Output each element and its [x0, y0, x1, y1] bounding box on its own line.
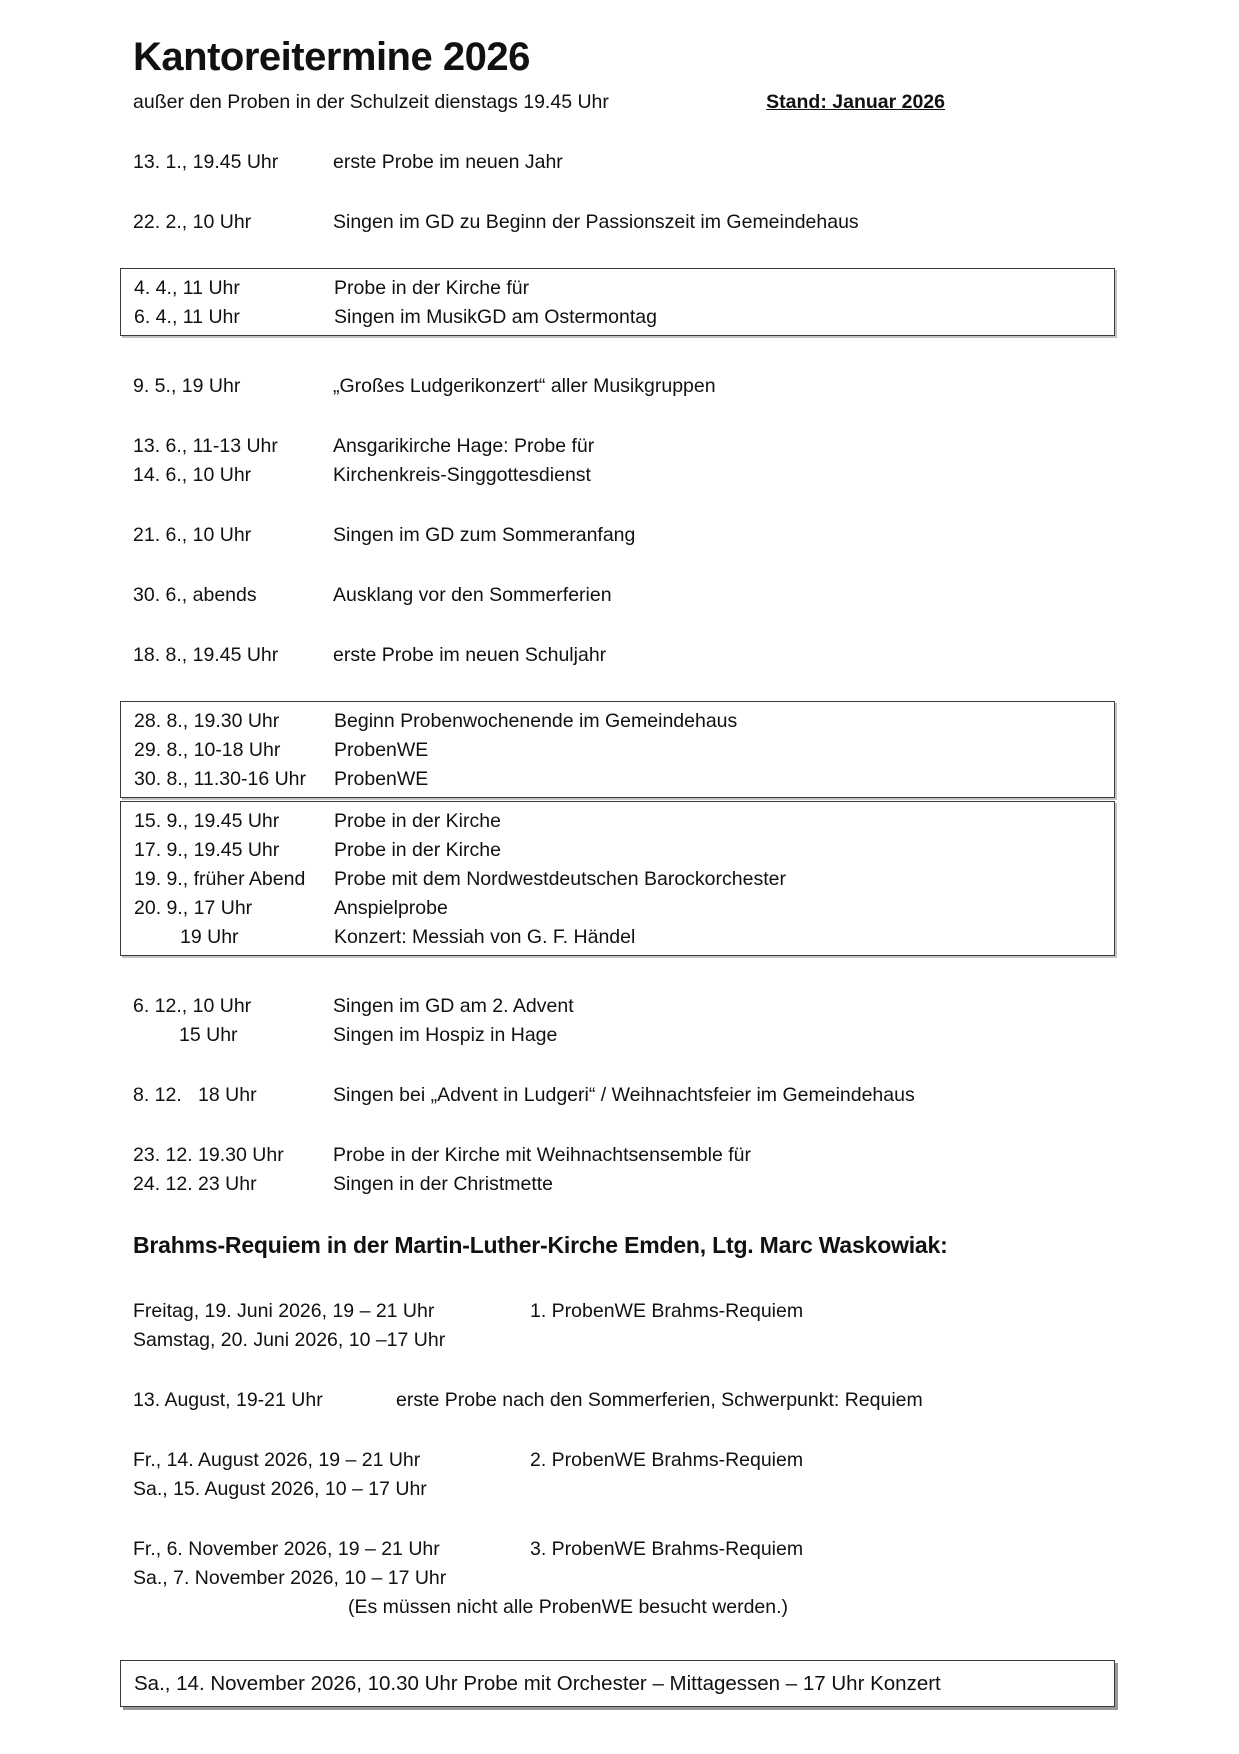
brahms-group: [133, 1446, 1110, 1504]
event-date: 15. 9., 19.45 Uhr: [134, 810, 280, 833]
brahms-note: (Es müssen nicht alle ProbenWE besucht werden.): [348, 1596, 789, 1619]
event-date: 19 Uhr: [180, 926, 239, 949]
event-row: [134, 923, 1104, 952]
brahms-section-heading: Brahms-Requiem in der Martin-Luther-Kirche Emden, Ltg. Marc Waskowiak:: [133, 1232, 948, 1259]
event-date: 22. 2., 10 Uhr: [133, 211, 252, 234]
event-date: 6. 4., 11 Uhr: [134, 306, 240, 329]
event-group: [133, 148, 1110, 177]
brahms-desc: 3. ProbenWE Brahms-Requiem: [530, 1538, 804, 1561]
event-date: 29. 8., 10-18 Uhr: [134, 739, 281, 762]
brahms-date: Sa., 7. November 2026, 10 – 17 Uhr: [133, 1567, 447, 1590]
event-date: 4. 4., 11 Uhr: [134, 277, 240, 300]
brahms-desc: 2. ProbenWE Brahms-Requiem: [530, 1449, 804, 1472]
event-desc: ProbenWE: [334, 739, 429, 762]
event-row: [134, 807, 1104, 836]
event-desc: Anspielprobe: [334, 897, 448, 920]
event-group: [133, 581, 1110, 610]
brahms-date: Fr., 6. November 2026, 19 – 21 Uhr: [133, 1538, 440, 1561]
event-group: [120, 701, 1115, 798]
brahms-group: [133, 1297, 1110, 1355]
brahms-group: [133, 1535, 1110, 1622]
event-date: 23. 12. 19.30 Uhr: [133, 1144, 284, 1167]
event-desc: Singen im GD am 2. Advent: [333, 995, 574, 1018]
brahms-note-row: [133, 1593, 1110, 1622]
event-desc: „Großes Ludgerikonzert“ aller Musikgruppen: [333, 375, 716, 398]
event-row: [133, 992, 1110, 1021]
event-group: [133, 641, 1110, 670]
event-group: [133, 1141, 1110, 1199]
event-row: [133, 581, 1110, 610]
event-group: [120, 801, 1115, 956]
page-title: Kantoreitermine 2026: [133, 35, 530, 79]
event-desc: Singen in der Christmette: [333, 1173, 554, 1196]
event-date: 14. 6., 10 Uhr: [133, 464, 252, 487]
event-date: 6. 12., 10 Uhr: [133, 995, 252, 1018]
event-desc: ProbenWE: [334, 768, 429, 791]
event-row: [133, 461, 1110, 490]
event-date: 15 Uhr: [179, 1024, 238, 1047]
event-desc: Probe in der Kirche: [334, 839, 501, 862]
brahms-section: [133, 1297, 1110, 1622]
brahms-desc: erste Probe nach den Sommerferien, Schwerpunkt: Requiem: [396, 1389, 923, 1412]
event-desc: Probe in der Kirche: [334, 810, 501, 833]
event-date: 17. 9., 19.45 Uhr: [134, 839, 280, 862]
event-desc: erste Probe im neuen Jahr: [333, 151, 563, 174]
brahms-row: [133, 1297, 1110, 1326]
event-date: 18. 8., 19.45 Uhr: [133, 644, 279, 667]
brahms-row: [133, 1446, 1110, 1475]
version-note: Stand: Januar 2026: [766, 91, 945, 114]
brahms-desc: 1. ProbenWE Brahms-Requiem: [530, 1300, 804, 1323]
event-row: [133, 521, 1110, 550]
event-date: 24. 12. 23 Uhr: [133, 1173, 257, 1196]
event-group: [120, 268, 1115, 336]
event-row: [134, 736, 1104, 765]
event-date: 9. 5., 19 Uhr: [133, 375, 241, 398]
event-date: 21. 6., 10 Uhr: [133, 524, 252, 547]
event-row: [133, 148, 1110, 177]
brahms-group: [133, 1386, 1110, 1415]
brahms-row: [133, 1386, 1110, 1415]
event-group: [133, 1081, 1110, 1110]
event-row: [133, 1081, 1110, 1110]
event-row: [133, 432, 1110, 461]
event-row: [134, 274, 1104, 303]
brahms-row: [133, 1564, 1110, 1593]
schedule: [133, 148, 1110, 1199]
event-desc: Kirchenkreis-Singgottesdienst: [333, 464, 591, 487]
event-group: [133, 992, 1110, 1050]
event-row: [134, 303, 1104, 332]
event-desc: Ansgarikirche Hage: Probe für: [333, 435, 595, 458]
event-desc: Singen im GD zu Beginn der Passionszeit im Gemeindehaus: [333, 211, 859, 234]
event-date: 30. 6., abends: [133, 584, 257, 607]
event-desc: Probe mit dem Nordwestdeutschen Barockorchester: [334, 868, 786, 891]
event-row: [133, 1021, 1110, 1050]
event-row: [133, 1170, 1110, 1199]
brahms-date: Samstag, 20. Juni 2026, 10 –17 Uhr: [133, 1329, 446, 1352]
event-row: [134, 707, 1104, 736]
brahms-date: Fr., 14. August 2026, 19 – 21 Uhr: [133, 1449, 421, 1472]
brahms-date: 13. August, 19-21 Uhr: [133, 1389, 323, 1412]
event-date: 19. 9., früher Abend: [134, 868, 306, 891]
event-row: [134, 865, 1104, 894]
event-desc: Singen im GD zum Sommeranfang: [333, 524, 636, 547]
brahms-date: Sa., 15. August 2026, 10 – 17 Uhr: [133, 1478, 427, 1501]
document-subheader: [133, 89, 945, 116]
event-row: [134, 894, 1104, 923]
event-desc: Konzert: Messiah von G. F. Händel: [334, 926, 636, 949]
concert-day-box: Sa., 14. November 2026, 10.30 Uhr Probe mit Orchester – Mittagessen – 17 Uhr Konzert: [120, 1660, 1115, 1707]
event-date: 13. 6., 11-13 Uhr: [133, 435, 278, 458]
event-row: [134, 836, 1104, 865]
event-date: 13. 1., 19.45 Uhr: [133, 151, 279, 174]
event-group: [133, 432, 1110, 490]
event-date: 28. 8., 19.30 Uhr: [134, 710, 280, 733]
event-desc: Ausklang vor den Sommerferien: [333, 584, 612, 607]
event-desc: Beginn Probenwochenende im Gemeindehaus: [334, 710, 738, 733]
subtitle-text: außer den Proben in der Schulzeit dienstags 19.45 Uhr: [133, 91, 609, 114]
event-date: 8. 12. 18 Uhr: [133, 1084, 257, 1107]
event-desc: erste Probe im neuen Schuljahr: [333, 644, 607, 667]
event-row: [133, 208, 1110, 237]
event-group: [133, 521, 1110, 550]
event-row: [133, 1141, 1110, 1170]
event-desc: Singen im MusikGD am Ostermontag: [334, 306, 657, 329]
event-desc: Probe in der Kirche für: [334, 277, 530, 300]
brahms-row: [133, 1535, 1110, 1564]
event-date: 20. 9., 17 Uhr: [134, 897, 253, 920]
event-desc: Singen bei „Advent in Ludgeri“ / Weihnachtsfeier im Gemeindehaus: [333, 1084, 915, 1107]
event-desc: Probe in der Kirche mit Weihnachtsensemble für: [333, 1144, 752, 1167]
brahms-row: [133, 1326, 1110, 1355]
event-row: [134, 765, 1104, 794]
event-group: [133, 208, 1110, 237]
event-row: [133, 641, 1110, 670]
event-date: 30. 8., 11.30-16 Uhr: [134, 768, 306, 791]
event-group: [133, 372, 1110, 401]
event-row: [133, 372, 1110, 401]
brahms-date: Freitag, 19. Juni 2026, 19 – 21 Uhr: [133, 1300, 435, 1323]
document-content: [133, 36, 1110, 1707]
event-desc: Singen im Hospiz in Hage: [333, 1024, 558, 1047]
brahms-row: [133, 1475, 1110, 1504]
